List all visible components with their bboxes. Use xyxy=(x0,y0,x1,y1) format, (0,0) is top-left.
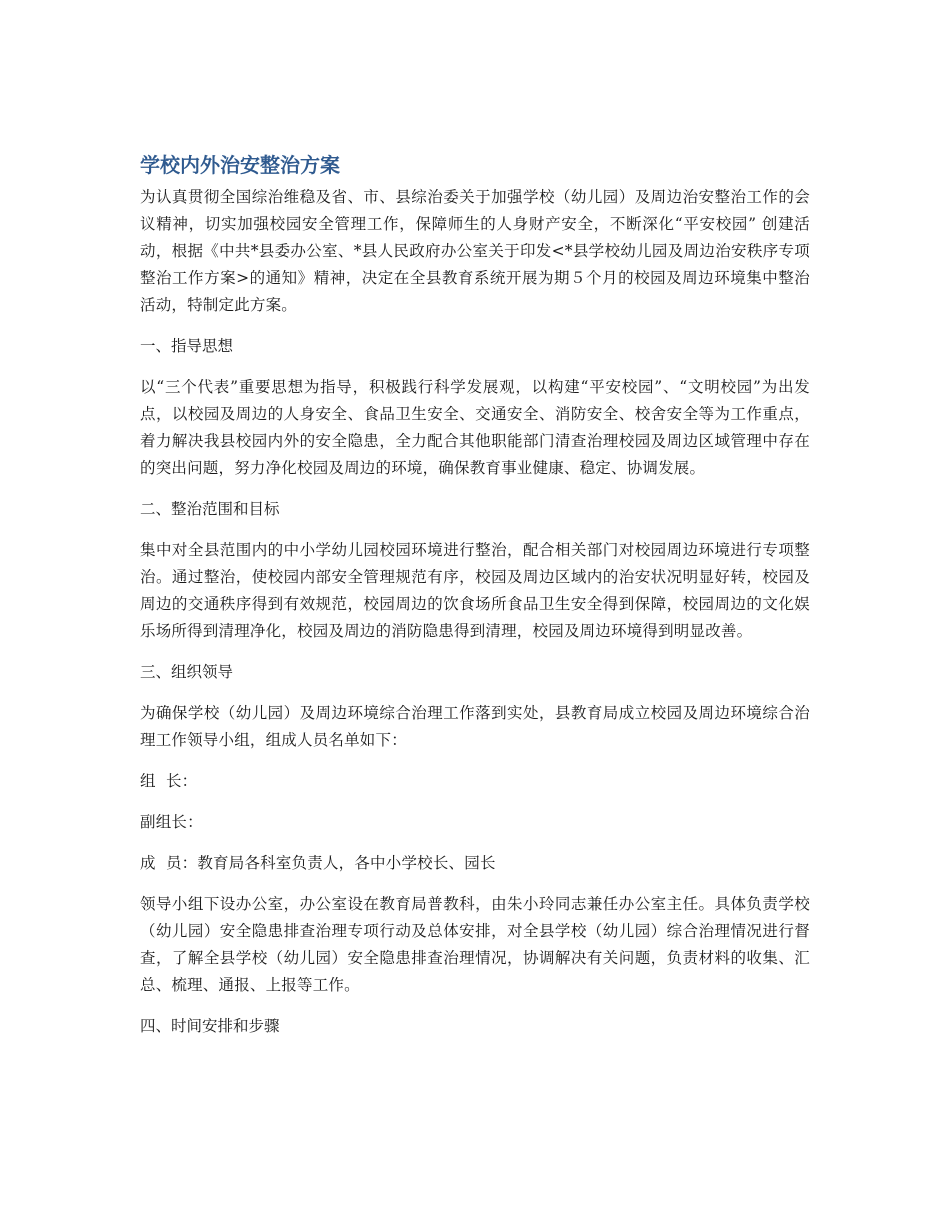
section-heading-scope-goals: 二、整治范围和目标 xyxy=(140,500,280,518)
scope-goals-paragraph: 集中对全县范围内的中小学幼儿园校园环境进行整治，配合相关部门对校园周边环境进行专项整治。通过整治，使校园内部安全管理规范有序，校园及周边区域内的治安状况明显好转，校园及周边的交通秩序得到有效规范，校园周边的饮食场所食品卫生安全得到保障，校园周边的文化娱乐场所得到清理净化，校园及周边的消防隐患得到清理，校园及周边环境得到明显改善。 xyxy=(140,541,810,640)
document-page xyxy=(140,150,810,1054)
section-heading-schedule: 四、时间安排和步骤 xyxy=(140,1017,280,1035)
document-title: 学校内外治安整治方案 xyxy=(140,153,340,177)
leader-line: 组 长： xyxy=(140,772,198,790)
intro-paragraph: 为认真贯彻全国综治维稳及省、市、县综治委关于加强学校（幼儿园）及周边治安整治工作的会议精神，切实加强校园安全管理工作，保障师生的人身财产安全，不断深化“平安校园” 创建活动，根据《中共*县委办公室、*县人民政府办公室关于印发<*县学校幼儿园及周边治安秩序专项整治工作方案>的通知》精神，决定在全县教育系统开展为期５个月的校园及周边环境集中整治活动，特制定此方案。 xyxy=(140,188,810,314)
office-paragraph: 领导小组下设办公室，办公室设在教育局普教科，由朱小玲同志兼任办公室主任。具体负责学校（幼儿园）安全隐患排查治理专项行动及总体安排，对全县学校（幼儿园）综合治理情况进行督查，了解全县学校（幼儿园）安全隐患排查治理情况，协调解决有关问题，负责材料的收集、汇总、梳理、通报、上报等工作。 xyxy=(140,895,810,994)
members-line: 成 员：教育局各科室负责人，各中小学校长、园长 xyxy=(140,854,496,872)
section-heading-guiding-thought: 一、指导思想 xyxy=(140,337,234,355)
deputy-leader-line: 副组长： xyxy=(140,813,203,831)
organization-paragraph: 为确保学校（幼儿园）及周边环境综合治理工作落到实处，县教育局成立校园及周边环境综合治理工作领导小组，组成人员名单如下： xyxy=(140,704,810,749)
section-heading-organization: 三、组织领导 xyxy=(140,663,234,681)
guiding-thought-paragraph: 以“三个代表”重要思想为指导，积极践行科学发展观，以构建“平安校园”、“文明校园”为出发点，以校园及周边的人身安全、食品卫生安全、交通安全、消防安全、校舍安全等为工作重点，着力解决我县校园内外的安全隐患，全力配合其他职能部门清查治理校园及周边区域管理中存在的突出问题，努力净化校园及周边的环境，确保教育事业健康、稳定、协调发展。 xyxy=(140,378,810,477)
